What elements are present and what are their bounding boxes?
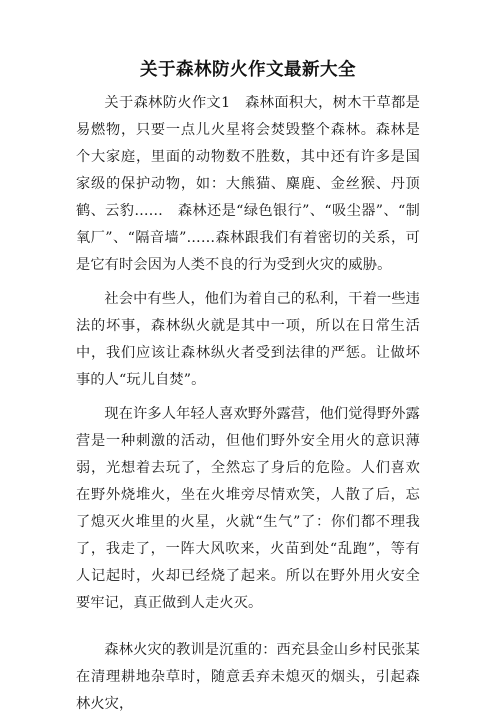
paragraph-3: 现在许多人年轻人喜欢野外露营，他们觉得野外露营是一种刺激的活动，但他们野外安全用火的意识薄弱，光想着去玩了，全然忘了身后的危险。人们喜欢在野外烧堆火，坐在火堆旁尽情欢笑，人散了后，忘了熄灭火堆里的火星，火就“生气”了：你们都不理我了，我走了，一阵大风吹来，火苗到处“乱跑”，等有人记起时，火却已经烧了起来。所以在野外用火安全要牢记，真正做到人走火灭。	[76, 406, 420, 611]
paragraph-gap	[76, 617, 420, 637]
paragraph-1: 关于森林防火作文1 森林面积大，树木干草都是易燃物，只要一点儿火星将会焚毁整个森林。森林是个大家庭，里面的动物数不胜数，其中还有许多是国家级的保护动物，如：大熊猫、麋鹿、金丝猴、丹顶鹤、云豹…… 森林还是“绿色银行”、“吸尘器”、“制氧厂”、“隔音墙”……森林跟我们有着密切的关系，可是它有时会因为人类不良的行为受到火灾的威胁。	[76, 95, 420, 273]
paragraph-2: 社会中有些人，他们为着自己的私利，干着一些违法的坏事，森林纵火就是其中一项，所以在日常生活中，我们应该让森林纵火者受到法律的严惩。让做坏事的人“玩儿自焚”。	[76, 291, 420, 388]
document-title: 关于森林防火作文最新大全	[140, 60, 356, 80]
paragraph-4: 森林火灾的教训是沉重的：西充县金山乡村民张某在清理耕地杂草时，随意丢弃未熄灭的烟头，引起森林火灾，	[76, 642, 420, 712]
